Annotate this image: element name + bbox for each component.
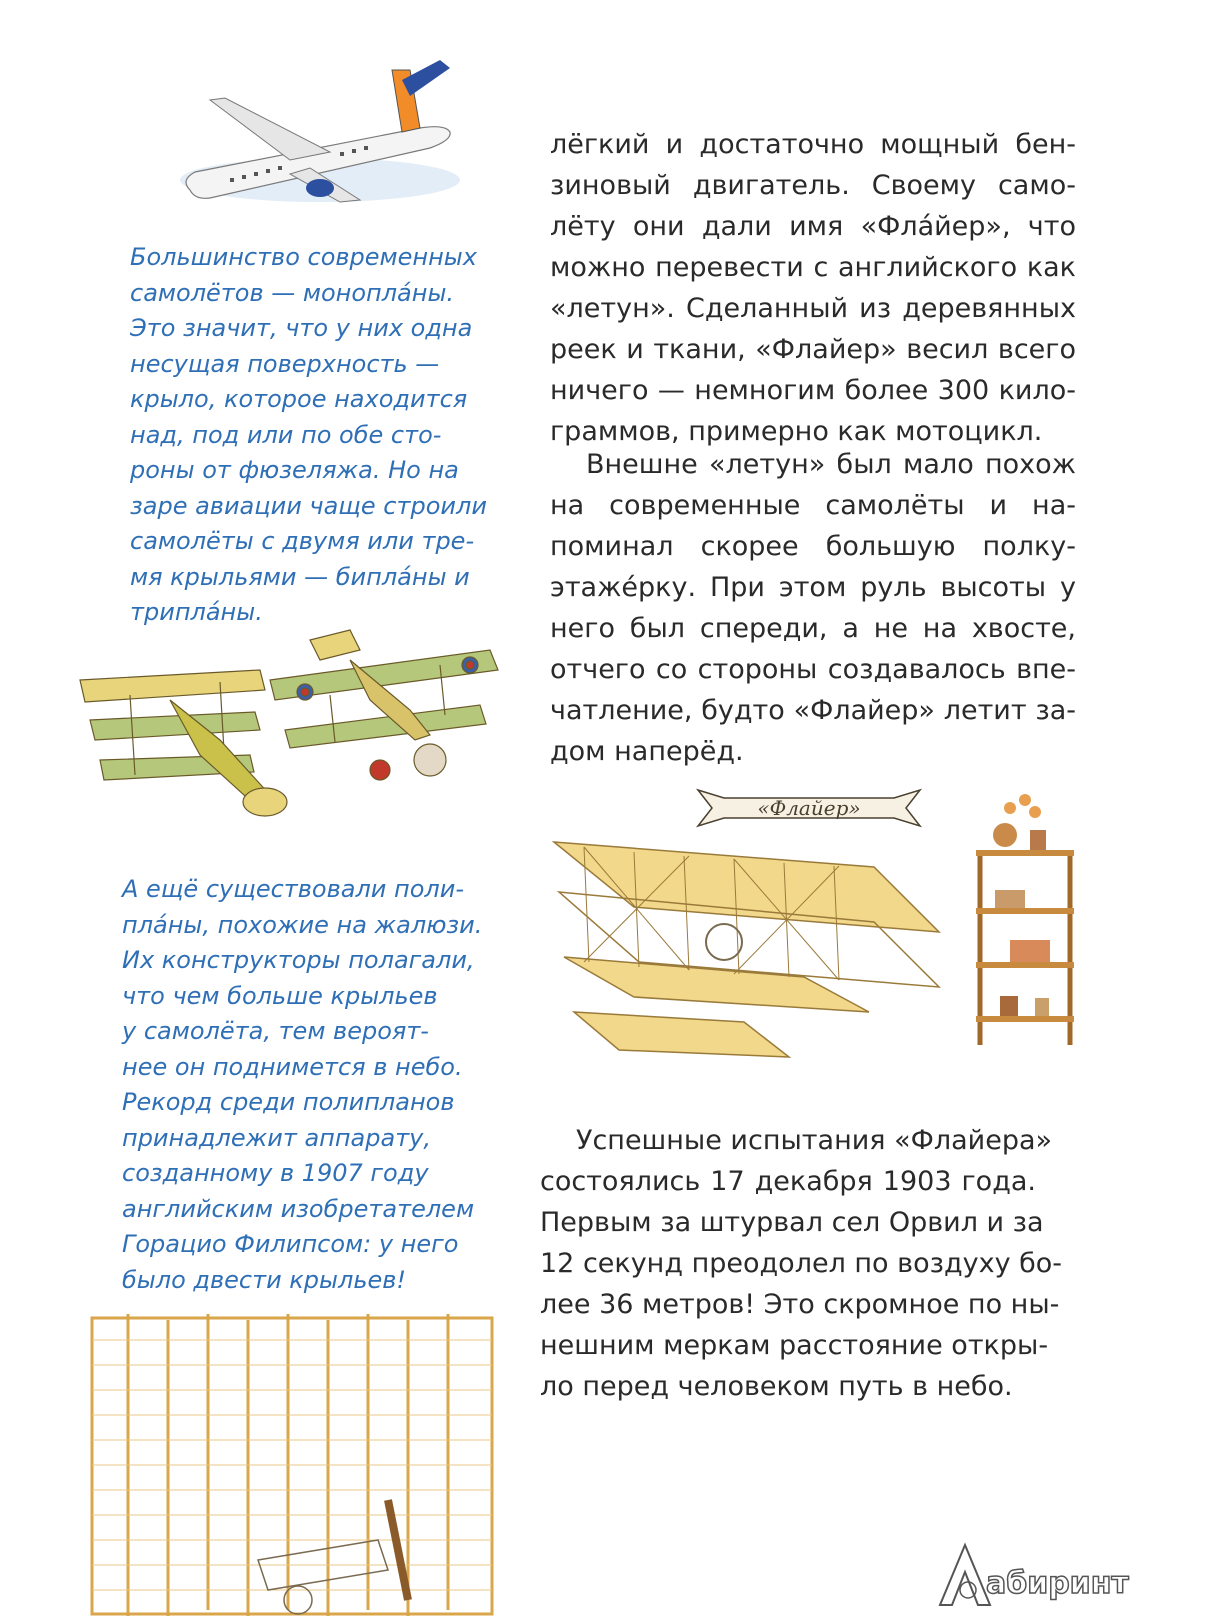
text-line: мя крыльями — бипла́ны и — [130, 562, 470, 591]
text-line: лёту они дали имя «Фла́йер», что — [550, 211, 1076, 242]
watermark-text: абиринт — [986, 1566, 1129, 1601]
text-line: трипла́ны. — [130, 598, 263, 626]
biplane-triplane-illustration — [70, 620, 510, 840]
text-line: Большинство современных — [130, 243, 477, 271]
text-line: над, под или по обе сто- — [130, 420, 442, 449]
text-line: Успешные испытания «Флайера» — [576, 1125, 1053, 1156]
text-line: созданному в 1907 году — [122, 1159, 429, 1187]
airliner-illustration — [170, 40, 470, 210]
text-line: этажéрку. При этом руль высоты у — [550, 572, 1076, 603]
text-line: у самолёта, тем вероят- — [122, 1017, 429, 1045]
flyer-caption: «Флайер» — [757, 796, 861, 820]
text-line: граммов, примерно как мотоцикл. — [550, 416, 1043, 447]
text-line: роны от фюзеляжа. Но на — [130, 456, 459, 484]
text-line: принадлежит аппарату, — [122, 1123, 431, 1152]
right-paragraph-trials — [540, 1120, 1063, 1407]
text-line: 12 секунд преодолел по воздуху бо- — [540, 1248, 1063, 1279]
text-line: Внешне «летун» был мало похож — [586, 449, 1076, 480]
text-line: состоялись 17 декабря 1903 года. — [540, 1166, 1036, 1197]
text-line: самолётов — моноплáны. — [130, 278, 455, 307]
text-line: Их конструкторы полагали, — [122, 946, 475, 974]
shelf-illustration — [970, 790, 1080, 1050]
text-line: нее он поднимется в небо. — [122, 1052, 463, 1081]
left-paragraph-monoplanes — [130, 240, 487, 631]
polyplane-illustration — [88, 1310, 508, 1620]
text-line: заре авиации чаще строили — [130, 491, 487, 520]
text-line: Рекорд среди полипланов — [122, 1088, 455, 1116]
text-line: «летун». Сделанный из деревянных — [550, 293, 1076, 324]
text-line: него был спереди, а не на хвосте, — [550, 613, 1076, 644]
labirint-watermark — [930, 1540, 1180, 1610]
text-line: отчего со стороны создавалось впе- — [550, 654, 1076, 685]
text-line: А ещё существовали поли- — [122, 875, 464, 903]
text-line: реек и ткани, «Флайер» весил всего — [550, 334, 1076, 365]
text-line: Первым за штурвал сел Орвил и за — [540, 1207, 1044, 1238]
text-line: английским изобретателем — [122, 1194, 475, 1223]
text-line: ло перед человеком путь в небо. — [540, 1371, 1013, 1402]
text-line: лее 36 метров! Это скромное по ны- — [540, 1289, 1060, 1320]
text-line: пла́ны, похожие на жалюзи. — [122, 910, 483, 939]
text-line: на современные самолёты и на- — [550, 490, 1076, 521]
right-paragraph-appearance — [550, 444, 1076, 772]
text-line: лёгкий и достаточно мощный бен- — [550, 129, 1076, 160]
text-line: можно перевести с английского как — [550, 252, 1076, 283]
text-line: крыло, которое находится — [130, 385, 468, 413]
left-paragraph-polyplanes — [122, 872, 482, 1298]
text-line: Это значит, что у них одна — [130, 314, 473, 342]
right-paragraph-engine — [550, 124, 1076, 452]
text-line: что чем больше крыльев — [122, 981, 438, 1010]
text-line: зиновый двигатель. Своему само- — [550, 170, 1076, 201]
text-line: ничего — немногим более 300 кило- — [550, 375, 1076, 406]
text-line: самолёты с двумя или тре- — [130, 527, 475, 555]
text-line: дом наперёд. — [550, 736, 744, 767]
text-line: нешним меркам расстояние откры- — [540, 1330, 1049, 1361]
wright-flyer-illustration — [544, 812, 944, 1062]
text-line: несущая поверхность — — [130, 349, 440, 378]
text-line: чатление, будто «Флайер» летит за- — [550, 695, 1076, 726]
text-line: было двести крыльев! — [122, 1265, 407, 1294]
text-line: Горацио Филипсом: у него — [122, 1230, 459, 1258]
text-line: поминал скорее большую полку- — [550, 531, 1076, 562]
